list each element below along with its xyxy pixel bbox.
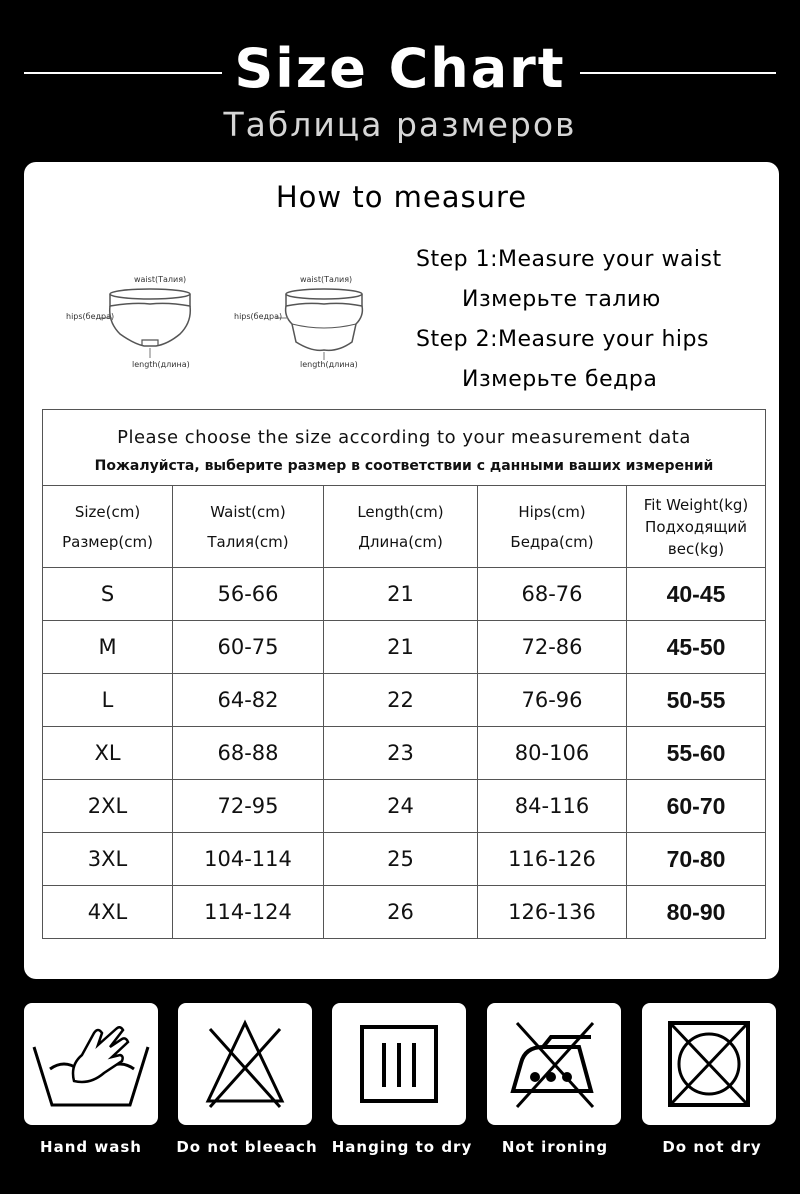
fit-weight-cell: 70-80: [627, 833, 766, 886]
size-cell: M: [43, 621, 173, 674]
table-row: [43, 727, 766, 780]
length-label: length(длина): [132, 360, 190, 369]
size-cell: 2XL: [43, 780, 173, 833]
table-header-row: [43, 486, 766, 568]
length-cell: 22: [324, 674, 478, 727]
hips-cell: 80-106: [478, 727, 627, 780]
step-1-en: Step 1:Measure your waist: [416, 247, 722, 272]
hips-cell: 76-96: [478, 674, 627, 727]
line-dry-icon: [332, 1003, 466, 1125]
header-size-ru: Размер(cm): [62, 532, 153, 551]
title-row: [0, 34, 800, 104]
header-size-en: Size(cm): [74, 502, 141, 521]
size-cell: XL: [43, 727, 173, 780]
hand-wash-icon: [24, 1003, 158, 1125]
care-label-no-iron: Not ironing: [501, 1138, 609, 1156]
fit-weight-cell: 80-90: [627, 886, 766, 939]
briefs-diagram-back: [232, 262, 392, 372]
care-label-no-tumble-dry: Do not dry: [662, 1138, 762, 1156]
no-tumble-dry-icon: [642, 1003, 776, 1125]
care-line-dry: [332, 1003, 466, 1125]
care-label-hand-wash: Hand wash: [40, 1138, 142, 1156]
header-waist: [173, 486, 324, 568]
table-row: [43, 621, 766, 674]
hips-cell: 126-136: [478, 886, 627, 939]
table-row: [43, 833, 766, 886]
hips-cell: 84-116: [478, 780, 627, 833]
waist-cell: 104-114: [173, 833, 324, 886]
header-hips: [478, 486, 627, 568]
length-cell: 21: [324, 568, 478, 621]
title-divider-right: [580, 72, 776, 74]
care-hand-wash: [24, 1003, 158, 1125]
header-length: [324, 486, 478, 568]
fit-weight-cell: 55-60: [627, 727, 766, 780]
length-cell: 23: [324, 727, 478, 780]
header-length-ru: Длина(cm): [358, 532, 443, 551]
care-no-tumble-dry: [642, 1003, 776, 1125]
hips-cell: 72-86: [478, 621, 627, 674]
notice-en: Please choose the size according to your measurement data: [117, 426, 691, 448]
hips-cell: 116-126: [478, 833, 627, 886]
size-cell: L: [43, 674, 173, 727]
page-subtitle: Таблица размеров: [223, 105, 577, 144]
waist-cell: 56-66: [173, 568, 324, 621]
no-bleach-icon: [178, 1003, 312, 1125]
size-cell: 3XL: [43, 833, 173, 886]
hips-label: hips(бедра): [234, 312, 283, 321]
header-fit-weight-ru-1: Подходящий: [645, 517, 747, 536]
header-fit-weight: [627, 486, 766, 568]
fit-weight-cell: 45-50: [627, 621, 766, 674]
header-size: [43, 486, 173, 568]
waist-cell: 68-88: [173, 727, 324, 780]
briefs-diagram-front: [64, 262, 224, 372]
care-label-line-dry: Hanging to dry: [331, 1138, 473, 1156]
no-iron-icon: [487, 1003, 621, 1125]
notice-ru: Пожалуйста, выберите размер в соответствии с данными ваших измерений: [94, 457, 714, 474]
step-2-ru: Измерьте бедра: [462, 367, 658, 392]
step-1-ru: Измерьте талию: [462, 287, 661, 312]
header-waist-en: Waist(cm): [210, 502, 286, 521]
waist-cell: 60-75: [173, 621, 324, 674]
header-length-en: Length(cm): [357, 502, 444, 521]
table-row: [43, 568, 766, 621]
header-waist-ru: Талия(cm): [207, 532, 289, 551]
size-cell: 4XL: [43, 886, 173, 939]
length-cell: 25: [324, 833, 478, 886]
length-cell: 26: [324, 886, 478, 939]
waist-cell: 64-82: [173, 674, 324, 727]
waist-label: waist(Талия): [300, 275, 353, 284]
header-hips-en: Hips(cm): [518, 502, 586, 521]
care-label-no-bleach: Do not bleeach: [176, 1138, 318, 1156]
waist-cell: 114-124: [173, 886, 324, 939]
how-to-measure-heading: How to measure: [275, 180, 528, 214]
size-rows: [43, 568, 766, 939]
table-notice: [43, 410, 766, 486]
fit-weight-cell: 50-55: [627, 674, 766, 727]
care-no-bleach: [178, 1003, 312, 1125]
step-2-en: Step 2:Measure your hips: [416, 327, 709, 352]
hips-cell: 68-76: [478, 568, 627, 621]
page-title: Size Chart: [234, 37, 566, 100]
length-label: length(длина): [300, 360, 358, 369]
size-table: [42, 409, 766, 939]
waist-cell: 72-95: [173, 780, 324, 833]
size-cell: S: [43, 568, 173, 621]
hips-label: hips(бедра): [66, 312, 115, 321]
care-no-iron: [487, 1003, 621, 1125]
header-hips-ru: Бедра(cm): [510, 532, 594, 551]
length-cell: 21: [324, 621, 478, 674]
header-fit-weight-ru-2: вес(kg): [667, 539, 725, 558]
table-row: [43, 674, 766, 727]
size-chart-card: [24, 162, 779, 979]
waist-label: waist(Талия): [134, 275, 187, 284]
fit-weight-cell: 60-70: [627, 780, 766, 833]
header-fit-weight-en: Fit Weight(kg): [643, 495, 749, 514]
table-row: [43, 780, 766, 833]
table-row: [43, 886, 766, 939]
fit-weight-cell: 40-45: [627, 568, 766, 621]
length-cell: 24: [324, 780, 478, 833]
measure-steps: [416, 240, 776, 400]
